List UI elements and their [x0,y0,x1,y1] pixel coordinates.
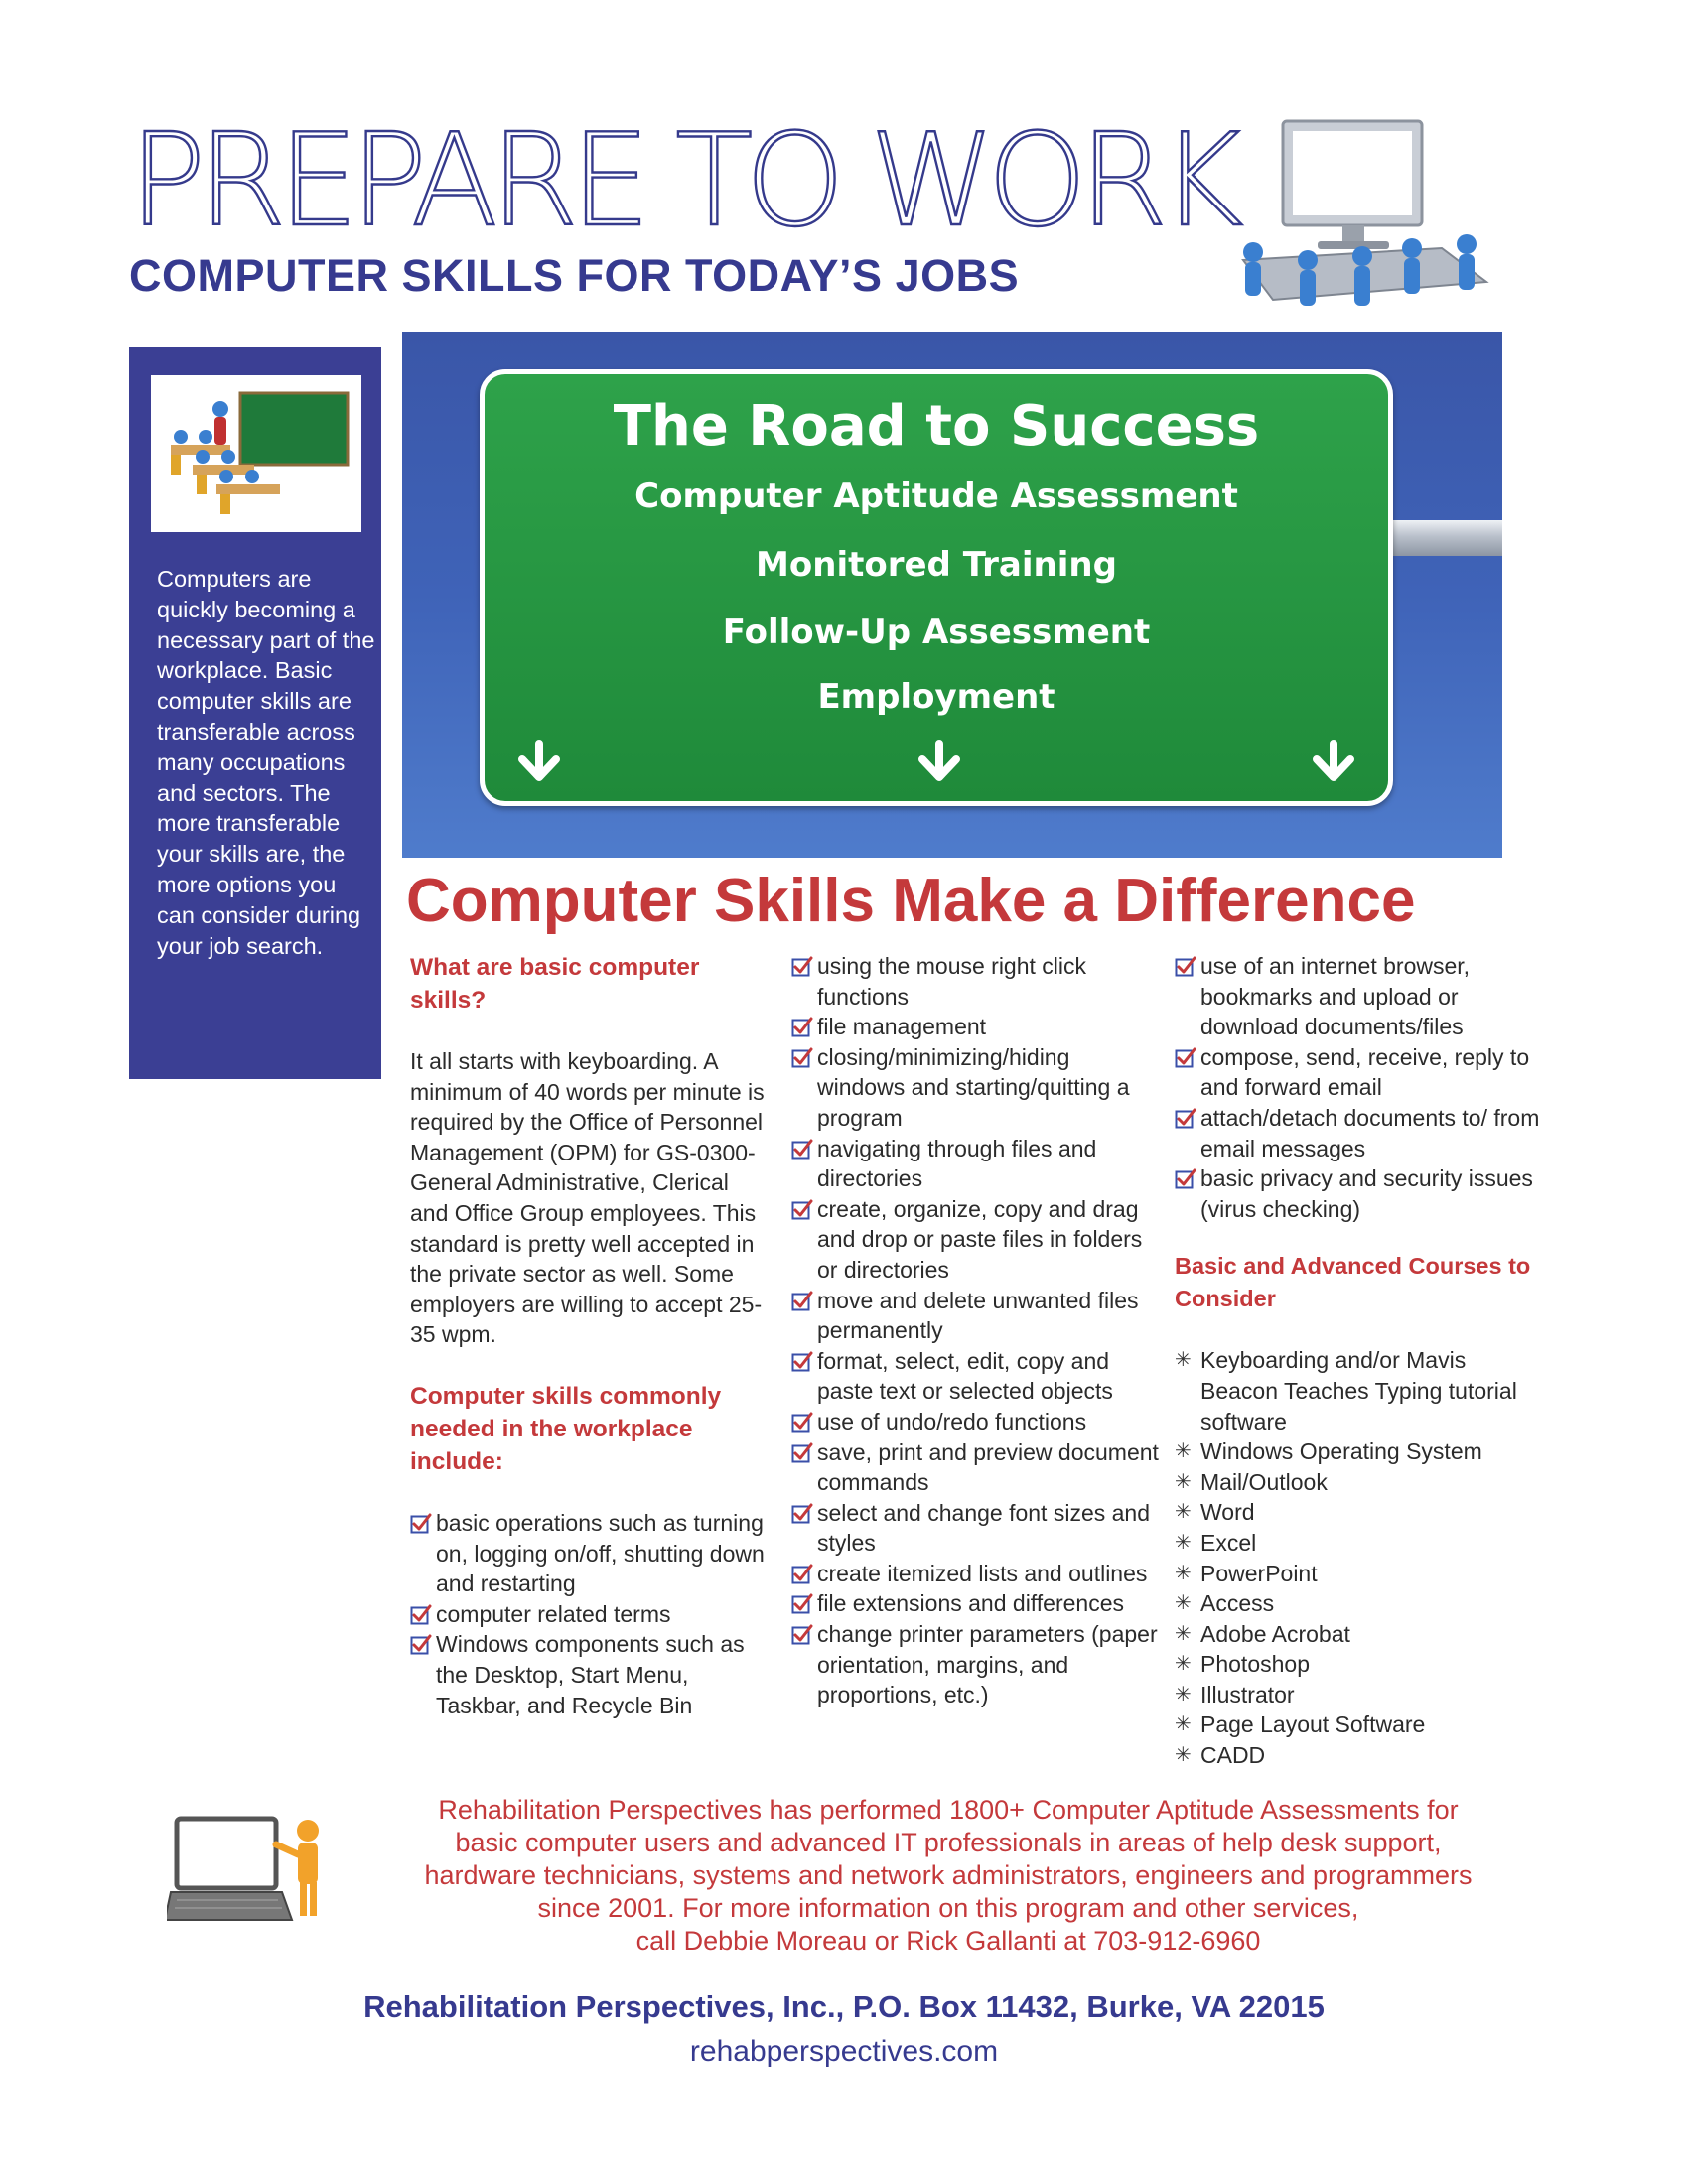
list-item: closing/minimizing/hiding windows and starting/quitting a program [791,1042,1161,1134]
asterisk-icon: ✳ [1175,1592,1192,1615]
sign-line: Computer Aptitude Assessment [634,477,1238,516]
list-item: format, select, edit, copy and paste text or selected objects [791,1346,1161,1407]
arrow-down-icon [914,740,964,783]
list-item: create itemized lists and outlines [791,1559,1161,1589]
laptop-presenter-illustration [167,1809,336,1933]
skills-checklist [1175,951,1542,1224]
list-item: ✳ Keyboarding and/or Mavis Beacon Teaches Typing tutorial software [1175,1347,1517,1434]
arrow-down-icon [514,740,564,783]
asterisk-icon: ✳ [1175,1501,1192,1524]
footer-info-line: Rehabilitation Perspectives has performed 1800+ Computer Aptitude Assessments for [438,1795,1459,1825]
list-item: ✳ Access [1175,1588,1542,1619]
footer-info-line: hardware technicians, systems and network administrators, engineers and programmers [424,1860,1473,1890]
checkbox-icon [1175,955,1196,977]
checkbox-icon [410,1603,432,1625]
checkbox-icon [791,1441,813,1463]
checkbox-icon [1175,1167,1196,1189]
list-item: basic operations such as turning on, logging on/off, shutting down and restarting [410,1508,770,1599]
list-item: ✳ Page Layout Software [1175,1709,1542,1740]
list-item: basic privacy and security issues (virus checking) [1175,1163,1542,1224]
checkbox-icon [791,1138,813,1160]
list-item: file extensions and differences [791,1588,1161,1619]
checkbox-icon [791,1290,813,1311]
list-item: ✳ Word [1175,1497,1542,1528]
checkbox-icon [410,1633,432,1655]
checkbox-icon [791,1502,813,1524]
asterisk-icon: ✳ [1175,1744,1192,1767]
list-item: computer related terms [410,1599,770,1630]
sidebar-text: Computers are quickly becoming a necessary part of the workplace. Basic computer skills are transferable across many occupations and sectors. The more transferable your skills are, the more options you can consider during your job search. [157,566,375,959]
website-link[interactable]: rehabperspectives.com [689,2035,999,2068]
sign-pole [1380,520,1502,556]
list-item: ✳ Adobe Acrobat [1175,1619,1542,1650]
column-internet-courses [1175,951,1542,1771]
checkbox-icon [1175,1107,1196,1129]
company-address: Rehabilitation Perspectives, Inc., P.O. Box 11432, Burke, VA 22015 [363,1989,1325,2024]
footer-info-line: call Debbie Moreau or Rick Gallanti at 703-912-6960 [635,1926,1261,1956]
footer-info-line: basic computer users and advanced IT professionals in areas of help desk support, [455,1828,1442,1857]
column-heading: What are basic computer skills? [410,954,700,1014]
list-item: ✳ CADD [1175,1740,1542,1771]
checkbox-icon [791,1046,813,1068]
list-item: create, organize, copy and drag and drop or paste files in folders or directories [791,1194,1161,1286]
checkbox-icon [1175,1046,1196,1068]
list-item: using the mouse right click functions [791,951,1161,1012]
list-item: attach/detach documents to/ from email messages [1175,1103,1542,1163]
asterisk-icon: ✳ [1175,1470,1192,1493]
list-item: ✳ Mail/Outlook [1175,1467,1542,1498]
list-item: navigating through files and directories [791,1134,1161,1194]
list-item: use of undo/redo functions [791,1407,1161,1437]
skills-checklist [410,1508,770,1720]
page-subtitle: COMPUTER SKILLS FOR TODAY’S JOBS [129,250,1020,301]
courses-heading: Basic and Advanced Courses to Consider [1175,1253,1531,1312]
footer-info [367,1794,1529,1958]
sign-line: Follow-Up Assessment [722,613,1151,652]
checkbox-icon [791,1198,813,1220]
list-item: compose, send, receive, reply to and forward email [1175,1042,1542,1103]
checkbox-icon [791,1016,813,1037]
checkbox-icon [791,1592,813,1614]
column-basic-skills [410,951,770,1720]
list-item: ✳ Windows Operating System [1175,1436,1542,1467]
checkbox-icon [791,955,813,977]
computer-team-illustration [1213,111,1501,320]
asterisk-icon: ✳ [1175,1562,1192,1584]
list-item: file management [791,1012,1161,1042]
asterisk-icon: ✳ [1175,1440,1192,1463]
list-item: ✳ Excel [1175,1528,1542,1559]
checkbox-icon [410,1512,432,1534]
checkbox-icon [791,1350,813,1372]
sign-line: Monitored Training [756,545,1117,585]
asterisk-icon: ✳ [1175,1622,1192,1645]
asterisk-icon: ✳ [1175,1531,1192,1554]
list-item: ✳ PowerPoint [1175,1559,1542,1589]
list-item: change printer parameters (paper orientation, margins, and proportions, etc.) [791,1619,1161,1710]
sign-line: Employment [817,677,1055,717]
list-item: ✳ Illustrator [1175,1680,1542,1710]
skills-checklist [791,951,1161,1710]
arrow-down-icon [1309,740,1358,783]
intro-paragraph: It all starts with keyboarding. A minimum of 40 words per minute is required by the Office of Personnel Management (OPM) for GS-0300-General Administrative, Clerical and Office Group employees. This standard is pretty well accepted in the private sector as well. Some employers are willing to accept 25-35 wpm. [410,1048,765,1348]
road-sign-banner [402,332,1502,858]
checkbox-icon [791,1411,813,1433]
section-heading: Computer Skills Make a Difference [406,867,1416,935]
checkbox-icon [791,1563,813,1584]
column-skills-list [791,951,1161,1710]
checkbox-icon [791,1623,813,1645]
asterisk-icon: ✳ [1175,1349,1192,1372]
courses-list [1175,1345,1542,1770]
list-item: select and change font sizes and styles [791,1498,1161,1559]
column-heading: Computer skills commonly needed in the workplace include: [410,1382,722,1475]
classroom-illustration [151,375,361,532]
list-item: Windows components such as the Desktop, Start Menu, Taskbar, and Recycle Bin [410,1629,770,1720]
list-item: move and delete unwanted files permanently [791,1286,1161,1346]
road-sign [480,369,1393,806]
sign-title: The Road to Success [613,394,1260,459]
asterisk-icon: ✳ [1175,1713,1192,1736]
list-item: ✳ Photoshop [1175,1649,1542,1680]
page-title: PREPARE TO WORK [129,107,1235,255]
list-item: use of an internet browser, bookmarks and upload or download documents/files [1175,951,1542,1042]
list-item: save, print and preview document commands [791,1437,1161,1498]
footer-info-line: since 2001. For more information on this program and other services, [537,1893,1359,1923]
asterisk-icon: ✳ [1175,1653,1192,1676]
asterisk-icon: ✳ [1175,1683,1192,1706]
